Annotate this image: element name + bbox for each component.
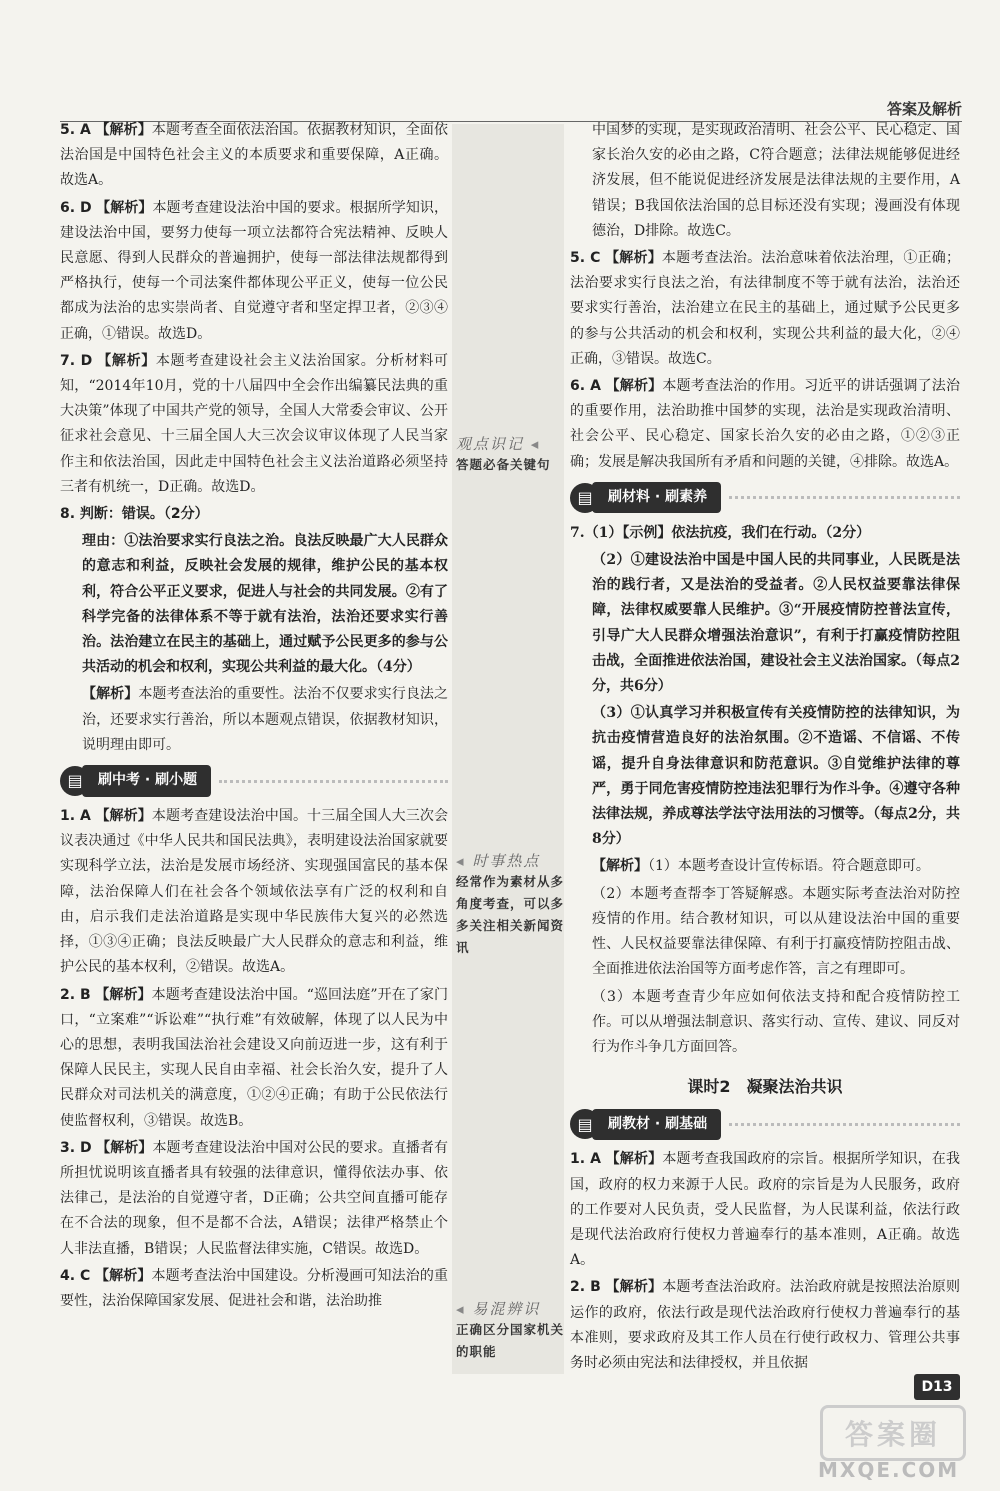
book-icon: ▤ bbox=[60, 766, 90, 796]
left-column bbox=[60, 118, 448, 1316]
side-note bbox=[456, 850, 564, 959]
header-title: 答案及解析 bbox=[886, 100, 962, 118]
q8-head: 8. 判断：错误。（2分） bbox=[60, 506, 209, 523]
q8-analysis: 【解析】本题考查法治的重要性。法治不仅要求实行良法之治，还要求实行善治，所以本题观点错误，依据教材知识，说明理由即可。 bbox=[82, 686, 449, 753]
banner-divider bbox=[729, 496, 960, 499]
q7-analysis-2: （2）本题考查帮李丁答疑解惑。本题实际考查法治对防控疫情的作用。结合教材知识，可以从建设法治中国的重要性、人民权益要靠法律保障、有利于打赢疫情防控阻击战、全面推进依法治国等方面考虑作答，言之有理即可。 bbox=[592, 885, 960, 978]
sidebar-panel bbox=[452, 124, 564, 1374]
lesson-title: 课时2 凝聚法治共识 bbox=[687, 1077, 843, 1097]
section-banner bbox=[570, 1109, 960, 1139]
answer-item: 6. A 【解析】本题考查法治的作用。习近平的讲话强调了法治的重要作用，法治助推中国梦的实现，法治是实现政治清明、社会公平、民心稳定、国家长治久安的必由之路，①②③正确；发展是解决我国所有矛盾和问题的关键，④排除。故选A。 bbox=[570, 378, 960, 470]
continued-text: 中国梦的实现，是实现政治清明、社会公平、民心稳定、国家长治久安的必由之路，C符合题意；法律法规能够促进经济发展，但不能说促进经济发展是法律法规的主要作用，A错误；B我国依法治国的总目标还没有实现；漫画没有体现德治，D排除。故选C。 bbox=[592, 122, 960, 239]
arrow-left-icon: ◂ bbox=[456, 852, 466, 870]
arrow-left-icon: ◂ bbox=[456, 1300, 466, 1318]
q7-part2: （2）①建设法治中国是中国人民的共同事业，人民既是法治的践行者，又是法治的受益者。②人民权益要靠法律保障，法律权威要靠人民维护。③“开展疫情防控普法宣传，引导广大人民群众增强法治意识”，有利于打赢疫情防控阻击战，全面推进依法治国，建设社会主义法治国家。（每点2分，共6分） bbox=[592, 552, 960, 695]
side-note bbox=[456, 1298, 564, 1363]
section-banner bbox=[60, 766, 448, 796]
answer-item: 7. D 【解析】本题考查建设社会主义法治国家。分析材料可知，“2014年10月，党的十八届四中全会作出编纂民法典的重大决策”体现了中国共产党的领导，全国人大常委会审议、公开征求社会意见、十三届全国人大三次会议审议体现了人民当家作主和依法治国，因此走中国特色社会主义法治道路必须坚持三者有机统一，D正确。故选D。 bbox=[60, 352, 449, 495]
answer-item: 5. A 【解析】本题考查全面依法治国。依据教材知识，全面依法治国是中国特色社会主义的本质要求和重要保障，A正确。故选A。 bbox=[60, 122, 449, 189]
watermark-logo: 答案圈 bbox=[820, 1405, 966, 1461]
q7-part1: 7.（1）【示例】依法抗疫，我们在行动。（2分） bbox=[570, 524, 871, 541]
book-icon: ▤ bbox=[570, 483, 600, 513]
banner-label: 刷中考 · 刷小题 bbox=[82, 765, 211, 796]
side-note-text: 经常作为素材从多角度考查，可以多多关注相关新闻资讯 bbox=[456, 874, 565, 955]
side-note bbox=[456, 433, 564, 476]
q7-analysis-3: （3）本题考查青少年应如何依法支持和配合疫情防控工作。可以从增强法制意识、落实行动、宣传、建议、同反对行为作斗争几方面回答。 bbox=[592, 988, 960, 1055]
side-note-head: 观点识记 ◂ bbox=[456, 435, 541, 453]
answer-item: 4. C 【解析】本题考查法治中国建设。分析漫画可知法治的重要性，法治保障国家发展、促进社会和谐，法治助推 bbox=[60, 1267, 449, 1309]
side-note-head: ◂ 易混辨识 bbox=[456, 1300, 541, 1318]
book-icon: ▤ bbox=[570, 1109, 600, 1139]
answer-item: 2. B 【解析】本题考查建设法治中国。“巡回法庭”开在了家门口，“立案难”“诉讼难”“执行难”有效破解，体现了以人民为中心的思想，表明我国法治社会建设又向前迈进一步，这有利于保障人民民主，实现人民自由幸福、社会长治久安，提升了人民群众对司法机关的满意度，①②④正确；有助于公民依法行使监督权利，③错误。故选B。 bbox=[60, 986, 448, 1129]
answer-item: 5. C 【解析】本题考查法治。法治意味着依法治理，①正确；法治要求实行良法之治，有法律制度不等于就有法治，法治还要求实行善治，法治建立在民主的基础上，通过赋予公民更多的参与公共活动的机会和权利，实现公共利益的最大化，②④正确，③错误。故选C。 bbox=[570, 250, 961, 367]
banner-label: 刷材料 · 刷素养 bbox=[592, 482, 721, 513]
answer-item: 2. B 【解析】本题考查法治政府。法治政府就是按照法治原则运作的政府，依法行政是现代法治政府行使权力普遍奉行的基本准则，要求政府及其工作人员在行使行政权力、管理公共事务时必须由宪法和法律授权，并且依据 bbox=[570, 1279, 960, 1371]
q8-reason: 理由：①法治要求实行良法之治。良法反映最广大人民群众的意志和利益，反映社会发展的规律，维护公民的基本权利，符合公平正义要求，促进人与社会的共同发展。②有了科学完备的法律体系不等于就有法治，法治还要求实行善治。法治建立在民主的基础上，通过赋予公民更多的参与公共活动的机会和权利，实现公共利益的最大化。（4分） bbox=[82, 533, 448, 676]
answer-item: 1. A 【解析】本题考查我国政府的宗旨。根据所学知识，在我国，政府的权力来源于人民。政府的宗旨是为人民服务，政府的工作要对人民负责，受人民监督，为人民谋利益，依法行政是现代法治政府行使权力普遍奉行的基本准则，A正确。故选A。 bbox=[570, 1151, 960, 1269]
side-note-text: 正确区分国家机关的职能 bbox=[456, 1322, 565, 1359]
page-number: D13 bbox=[914, 1374, 960, 1400]
banner-divider bbox=[219, 780, 448, 783]
answer-item: 6. D 【解析】本题考查建设法治中国的要求。根据所学知识，建设法治中国，要努力使每一项立法都符合宪法精神、反映人民意愿、得到人民群众的普遍拥护，使每一部法律法规都得到严格执行，使每一个司法案件都体现公平正义，使每一位公民都成为法治的忠实崇尚者、自觉遵守者和坚定捍卫者，②③④正确，①错误。故选D。 bbox=[60, 199, 449, 342]
arrow-left-icon: ◂ bbox=[530, 435, 541, 453]
answer-item: 1. A 【解析】本题考查建设法治中国。十三届全国人大三次会议表决通过《中华人民共和国民法典》，表明建设法治国家就要实现科学立法，法治是发展市场经济、实现强国富民的基本保障，法治保障人们在社会各个领域依法享有广泛的权利和自由，启示我们走法治道路是实现中华民族伟大复兴的必然选择，①③④正确；良法反映最广大人民群众的意志和利益，维护公民的基本权利，②错误。故选A。 bbox=[60, 808, 449, 976]
section-banner bbox=[570, 483, 960, 513]
banner-label: 刷教材 · 刷基础 bbox=[592, 1109, 721, 1140]
q7-analysis-1: 【解析】（1）本题考查设计宣传标语。符合题意即可。 bbox=[592, 858, 930, 875]
side-note-text: 答题必备关键句 bbox=[456, 457, 551, 472]
q7-part3: （3）①认真学习并积极宣传有关疫情防控的法律知识，为抗击疫情营造良好的法治氛围。②不造谣、不信谣、不传谣，提升自身法律意识和防范意识。③自觉维护法律的尊严，勇于同危害疫情防控违法犯罪行为作斗争。④遵守各种法律法规，养成尊法学法守法用法的习惯等。（每点2分，共8分） bbox=[592, 705, 960, 848]
answer-item: 3. D 【解析】本题考查建设法治中国对公民的要求。直播者有所担忧说明该直播者具有较强的法律意识，懂得依法办事、依法律己，是法治的自觉遵守者，D正确；公共空间直播可能存在不合法的现象，但不是都不合法，A错误；法律严格禁止个人非法直播，B错误；人民监督法律实施，C错误。故选D。 bbox=[60, 1139, 449, 1257]
right-column bbox=[570, 118, 960, 1378]
watermark-url: MXQE.COM bbox=[818, 1458, 960, 1482]
side-note-head: ◂ 时事热点 bbox=[456, 852, 541, 870]
banner-divider bbox=[729, 1123, 960, 1126]
